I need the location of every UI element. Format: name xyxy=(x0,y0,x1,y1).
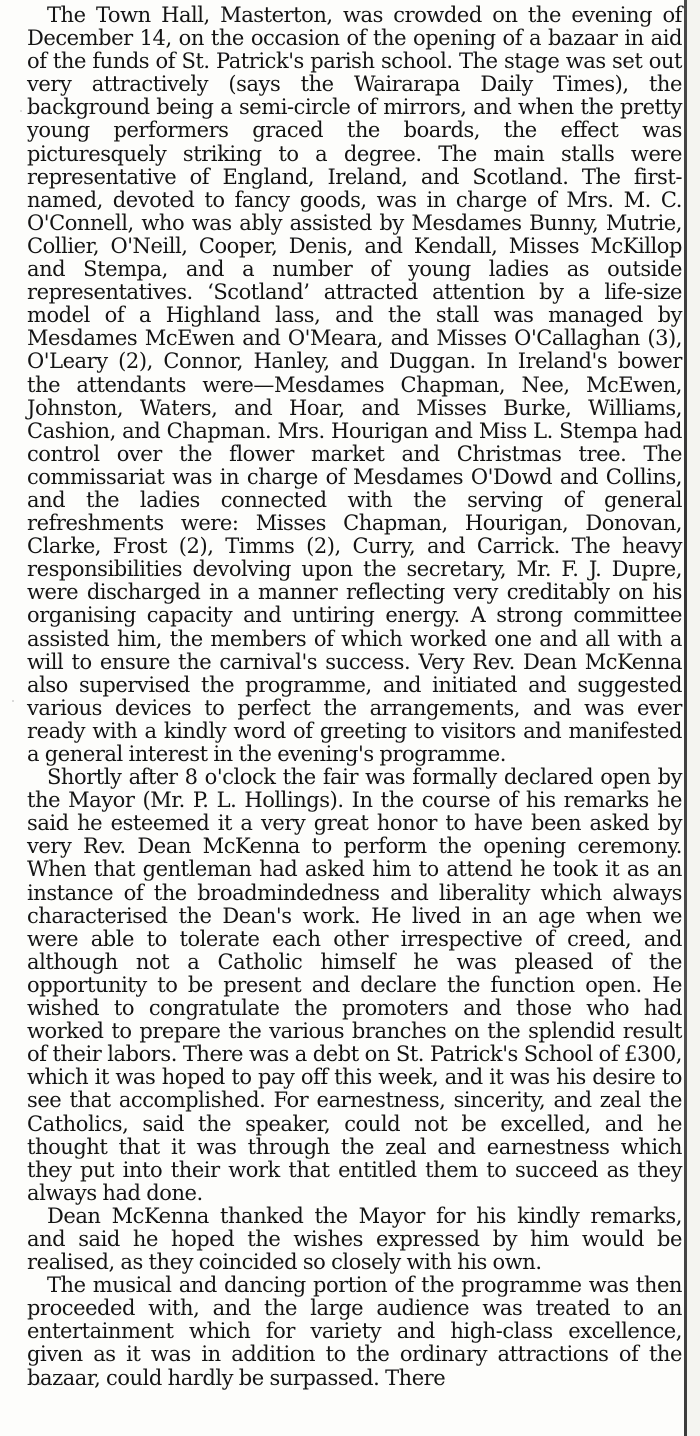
print-speck xyxy=(38,1382,41,1385)
paragraph-dean-thanks: Dean McKenna thanked the Mayor for his kindly remarks, and said he hoped the wishes expressed by him would be realised, as they coincided so closely with his own. xyxy=(27,1203,682,1275)
print-speck xyxy=(12,700,14,702)
paragraph-mayor-address: Shortly after 8 o'clock the fair was formally declared open by the Mayor (Mr. P. L. Hollings). In the course of his remarks he said he esteemed it a very great honor to have been asked by very Rev. Dean McKenna to perform the opening ceremony. When that gentleman had asked him to attend he took it as an instance of the broadmindedness and liberality which always characterised the Dean's work. He lived in an age when we were able to tolerate each other irrespective of creed, and although not a Catholic himself he was pleased of the opportunity to be present and declare the function open. He wished to congratulate the promoters and those who had worked to prepare the various branches on the splendid result of their labors. There was a debt on St. Patrick's School of £300, which it was hoped to pay off this week, and it was his desire to see that accomplished. For earnestness, sincerity, and zeal the Catholics, said the speaker, could not be excelled, and he thought that it was through the zeal and earnestness which they put into their work that entitled them to succeed as they always had done. xyxy=(27,765,682,1205)
article-column xyxy=(27,4,682,1390)
paragraph-musical-programme: The musical and dancing portion of the programme was then proceeded with, and the large audience was treated to an entertainment which for variety and high-class excellence, given as it was in addition to the ordinary attractions of the bazaar, could hardly be surpassed. There xyxy=(27,1273,682,1390)
page-edge xyxy=(687,0,700,1436)
print-speck xyxy=(20,110,22,112)
paragraph-bazaar-opening: The Town Hall, Masterton, was crowded on the evening of December 14, on the occasion of the opening of a bazaar in aid of the funds of St. Patrick's parish school. The stage was set out very attractively (says the Wairarapa Daily Times), the background being a semi-circle of mirrors, and when the pretty young performers graced the boards, the effect was picturesquely striking to a degree. The main stalls were representative of England, Ireland, and Scotland. The first-named, devoted to fancy goods, was in charge of Mrs. M. C. O'Connell, who was ably assisted by Mesdames Bunny, Mutrie, Collier, O'Neill, Cooper, Denis, and Kendall, Misses McKillop and Stempa, and a number of young ladies as outside representatives. ‘Scotland’ attracted attention by a life-size model of a Highland lass, and the stall was managed by Mesdames McEwen and O'Meara, and Misses O'Callaghan (3), O'Leary (2), Connor, Hanley, and Duggan. In Ireland's bower the attendants were—Mesdames Chapman, Nee, McEwen, Johnston, Waters, and Hoar, and Misses Burke, Williams, Cashion, and Chapman. Mrs. Hourigan and Miss L. Stempa had control over the flower market and Christmas tree. The commissariat was in charge of Mesdames O'Dowd and Collins, and the ladies connected with the serving of general refreshments were: Misses Chapman, Hourigan, Donovan, Clarke, Frost (2), Timms (2), Curry, and Carrick. The heavy responsibilities devolving upon the secretary, Mr. F. J. Dupre, were discharged in a manner reflecting very creditably on his organising capacity and untiring energy. A strong committee assisted him, the members of which worked one and all with a will to ensure the carnival's success. Very Rev. Dean McKenna also supervised the programme, and initiated and suggested various devices to perfect the arrangements, and was ever ready with a kindly word of greeting to visitors and manifested a general interest in the evening's programme. xyxy=(27,3,682,766)
